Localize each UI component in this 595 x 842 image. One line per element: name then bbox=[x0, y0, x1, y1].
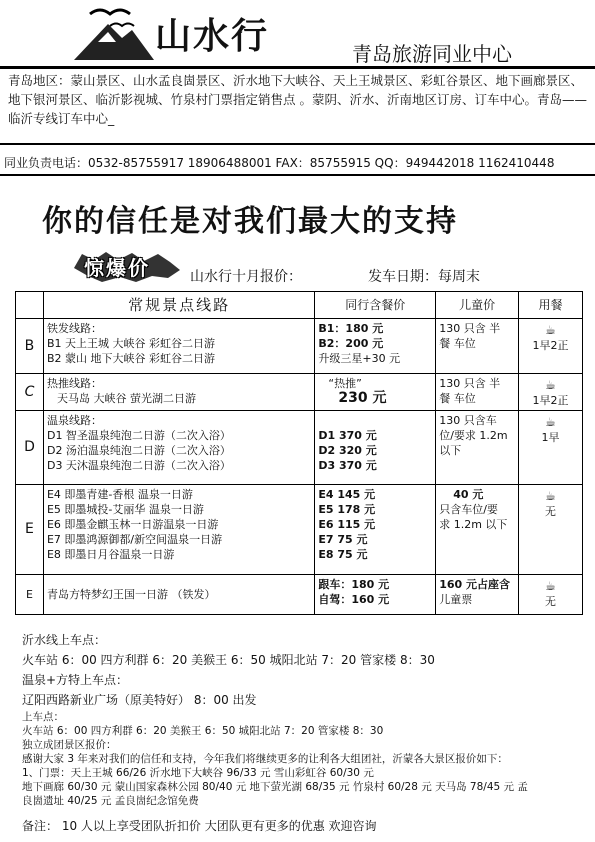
route-line: E4 即墨青建-香根 温泉一日游 bbox=[46, 488, 193, 501]
meal-text: 无 bbox=[545, 505, 557, 518]
child-price-cell bbox=[436, 411, 519, 485]
info-line: 辽阳西路新业广场（原美特好） 8：00 出发 bbox=[22, 693, 257, 707]
header-cell: 用餐 bbox=[519, 292, 583, 319]
meal-text: 1早2正 bbox=[532, 394, 569, 407]
price-line: 230 元 bbox=[338, 390, 387, 406]
slogan: 你的信任是对我们最大的支持 bbox=[42, 204, 458, 239]
price-cell bbox=[315, 485, 436, 575]
meal-cell bbox=[519, 411, 583, 485]
route-line: D2 汤泊温泉纯泡二日游（二次入浴） bbox=[46, 444, 231, 457]
child-line: 位/要求 1.2m bbox=[439, 429, 508, 442]
child-price-cell bbox=[436, 485, 519, 575]
meal-cell bbox=[519, 575, 583, 615]
price-cell bbox=[315, 319, 436, 374]
meal-text: 1早2正 bbox=[532, 339, 569, 352]
meal-cell bbox=[519, 319, 583, 374]
intro-text: 青岛地区：蒙山景区、山水孟良崮景区、沂水地下大峡谷、天上王城景区、彩虹谷景区、地下画廊景区、地下银河景区、临沂影视城、竹泉村门票指定销售点 。蒙阴、沂水、沂南地区订房、订车中心。青岛——临沂专线订车中心_ bbox=[8, 73, 587, 126]
price-line: 跟车：180 元 bbox=[318, 578, 390, 591]
center-name: 青岛旅游同业中心 bbox=[352, 42, 512, 66]
route-line: B1 天上王城 大峡谷 彩虹谷二日游 bbox=[46, 337, 216, 350]
info-line: 温泉+方特上车点： bbox=[22, 673, 129, 687]
price-line: E4 145 元 bbox=[318, 488, 376, 501]
route-line: E6 即墨金麒玉林一日游温泉一日游 bbox=[46, 518, 219, 531]
child-line: 130 只含 半 bbox=[439, 322, 501, 335]
price-line: E7 75 元 bbox=[318, 533, 368, 546]
divider bbox=[0, 66, 595, 69]
child-line: 以下 bbox=[439, 444, 462, 457]
row-code: B bbox=[16, 319, 44, 374]
child-line: 餐 车位 bbox=[439, 337, 476, 350]
route-line: 温泉线路： bbox=[46, 414, 102, 427]
info-line: 上车点： bbox=[22, 711, 64, 723]
price-line: E8 75 元 bbox=[318, 548, 368, 561]
row-code: E bbox=[16, 575, 44, 615]
header-cell: 同行含餐价 bbox=[315, 292, 436, 319]
info-line: 感谢大家 3 年来对我们的信任和支持，今年我们将继续更多的让利各大组团社，沂蒙各大景区报价如下： bbox=[22, 753, 508, 765]
price-line: D3 370 元 bbox=[318, 459, 377, 472]
price-line: 升级三星+30 元 bbox=[318, 352, 401, 365]
child-line: 儿童票 bbox=[439, 593, 473, 606]
price-cell bbox=[315, 411, 436, 485]
route-line: 热推线路： bbox=[46, 377, 102, 390]
route-line: 天马岛 大峡谷 萤光湖二日游 bbox=[56, 392, 196, 405]
row-code: C bbox=[16, 374, 44, 411]
meal-text: 1早 bbox=[541, 431, 560, 444]
child-line: 只含车位/要 bbox=[439, 503, 498, 516]
route-cell bbox=[43, 411, 314, 485]
quote-title: 山水行十月报价： bbox=[190, 269, 302, 285]
route-line: 铁发线路： bbox=[46, 322, 102, 335]
info-line: 良崮遗址 40/25 元 孟良崮纪念馆免费 bbox=[22, 795, 199, 807]
table-row bbox=[16, 374, 583, 411]
child-line: 餐 车位 bbox=[439, 392, 476, 405]
info-line: 地下画廊 60/30 元 蒙山国家森林公园 80/40 元 地下萤光湖 68/35 元 竹泉村 60/28 元 天马岛 78/45 元 孟 bbox=[22, 781, 528, 793]
meal-text: 无 bbox=[545, 595, 557, 608]
route-line: D3 天沐温泉纯泡二日游（二次入浴） bbox=[46, 459, 231, 472]
header-cell bbox=[16, 292, 44, 319]
row-code: E bbox=[16, 485, 44, 575]
header-cell: 常规景点线路 bbox=[43, 292, 314, 319]
child-price-cell bbox=[436, 319, 519, 374]
meal-cell bbox=[519, 374, 583, 411]
price-line: D1 370 元 bbox=[318, 429, 377, 442]
info-line: 1、门票：天上王城 66/26 沂水地下大峡谷 96/33 元 雪山彩虹谷 60/30 元 bbox=[22, 767, 374, 779]
table-row bbox=[16, 485, 583, 575]
price-line: B2：200 元 bbox=[318, 337, 384, 350]
table-row bbox=[16, 411, 583, 485]
divider bbox=[0, 174, 595, 176]
route-line: E8 即墨日月谷温泉一日游 bbox=[46, 548, 175, 561]
bowl-icon: ☕ bbox=[545, 323, 556, 337]
child-line: 130 只含车 bbox=[439, 414, 497, 427]
meal-cell bbox=[519, 485, 583, 575]
contact-phones: 同业负责电话：0532-85755917 18906488001 FAX：85755915 QQ：949442018 1162410448 bbox=[4, 156, 555, 170]
pickup-info bbox=[22, 630, 590, 808]
route-line: B2 蒙山 地下大峡谷 彩虹谷二日游 bbox=[46, 352, 216, 365]
child-line: 160 元占座含 bbox=[439, 578, 510, 591]
bowl-icon: ☕ bbox=[545, 579, 556, 593]
info-line: 火车站 6：00 四方利群 6：20 美猴王 6：50 城阳北站 7：20 管家楼 8：30 bbox=[22, 653, 435, 667]
price-table bbox=[15, 291, 583, 615]
price-line: “热推” bbox=[328, 377, 362, 390]
route-line: E5 即墨城投-艾丽华 温泉一日游 bbox=[46, 503, 204, 516]
bowl-icon: ☕ bbox=[545, 489, 556, 503]
price-cell bbox=[315, 575, 436, 615]
divider bbox=[0, 143, 595, 145]
route-cell bbox=[43, 575, 314, 615]
row-code: D bbox=[16, 411, 44, 485]
route-cell bbox=[43, 374, 314, 411]
info-line: 独立成团景区报价： bbox=[22, 739, 117, 751]
route-line: 青岛方特梦幻王国一日游 （铁发） bbox=[46, 588, 216, 601]
price-line: 自驾：160 元 bbox=[318, 593, 390, 606]
remarks: 备注： 10 人以上享受团队折扣价 大团队更有更多的优惠 欢迎咨询 bbox=[22, 819, 377, 833]
header-cell: 儿童价 bbox=[436, 292, 519, 319]
price-cell bbox=[315, 374, 436, 411]
child-price-cell bbox=[436, 374, 519, 411]
child-price-cell bbox=[436, 575, 519, 615]
bowl-icon: ☕ bbox=[545, 378, 556, 392]
price-line: E6 115 元 bbox=[318, 518, 376, 531]
info-line: 火车站 6：00 四方利群 6：20 美猴王 6：50 城阳北站 7：20 管家楼 8：30 bbox=[22, 725, 384, 737]
route-cell bbox=[43, 485, 314, 575]
table-row bbox=[16, 319, 583, 374]
child-line: 130 只含 半 bbox=[439, 377, 501, 390]
route-line: E7 即墨鸿源御都/新空间温泉一日游 bbox=[46, 533, 223, 546]
info-line: 沂水线上车点： bbox=[22, 633, 107, 647]
departure-date: 发车日期：每周末 bbox=[368, 269, 480, 285]
route-line: D1 智圣温泉纯泡二日游（二次入浴） bbox=[46, 429, 231, 442]
bowl-icon: ☕ bbox=[545, 415, 556, 429]
child-line: 求 1.2m 以下 bbox=[439, 518, 508, 531]
route-cell bbox=[43, 319, 314, 374]
child-line: 40 元 bbox=[453, 488, 484, 501]
logo-text: 山水行 bbox=[155, 15, 270, 57]
price-line: D2 320 元 bbox=[318, 444, 377, 457]
table-header-row bbox=[16, 292, 583, 319]
price-line: E5 178 元 bbox=[318, 503, 376, 516]
price-line: B1：180 元 bbox=[318, 322, 384, 335]
table-row bbox=[16, 575, 583, 615]
promo-word: 惊爆价 bbox=[84, 256, 150, 280]
